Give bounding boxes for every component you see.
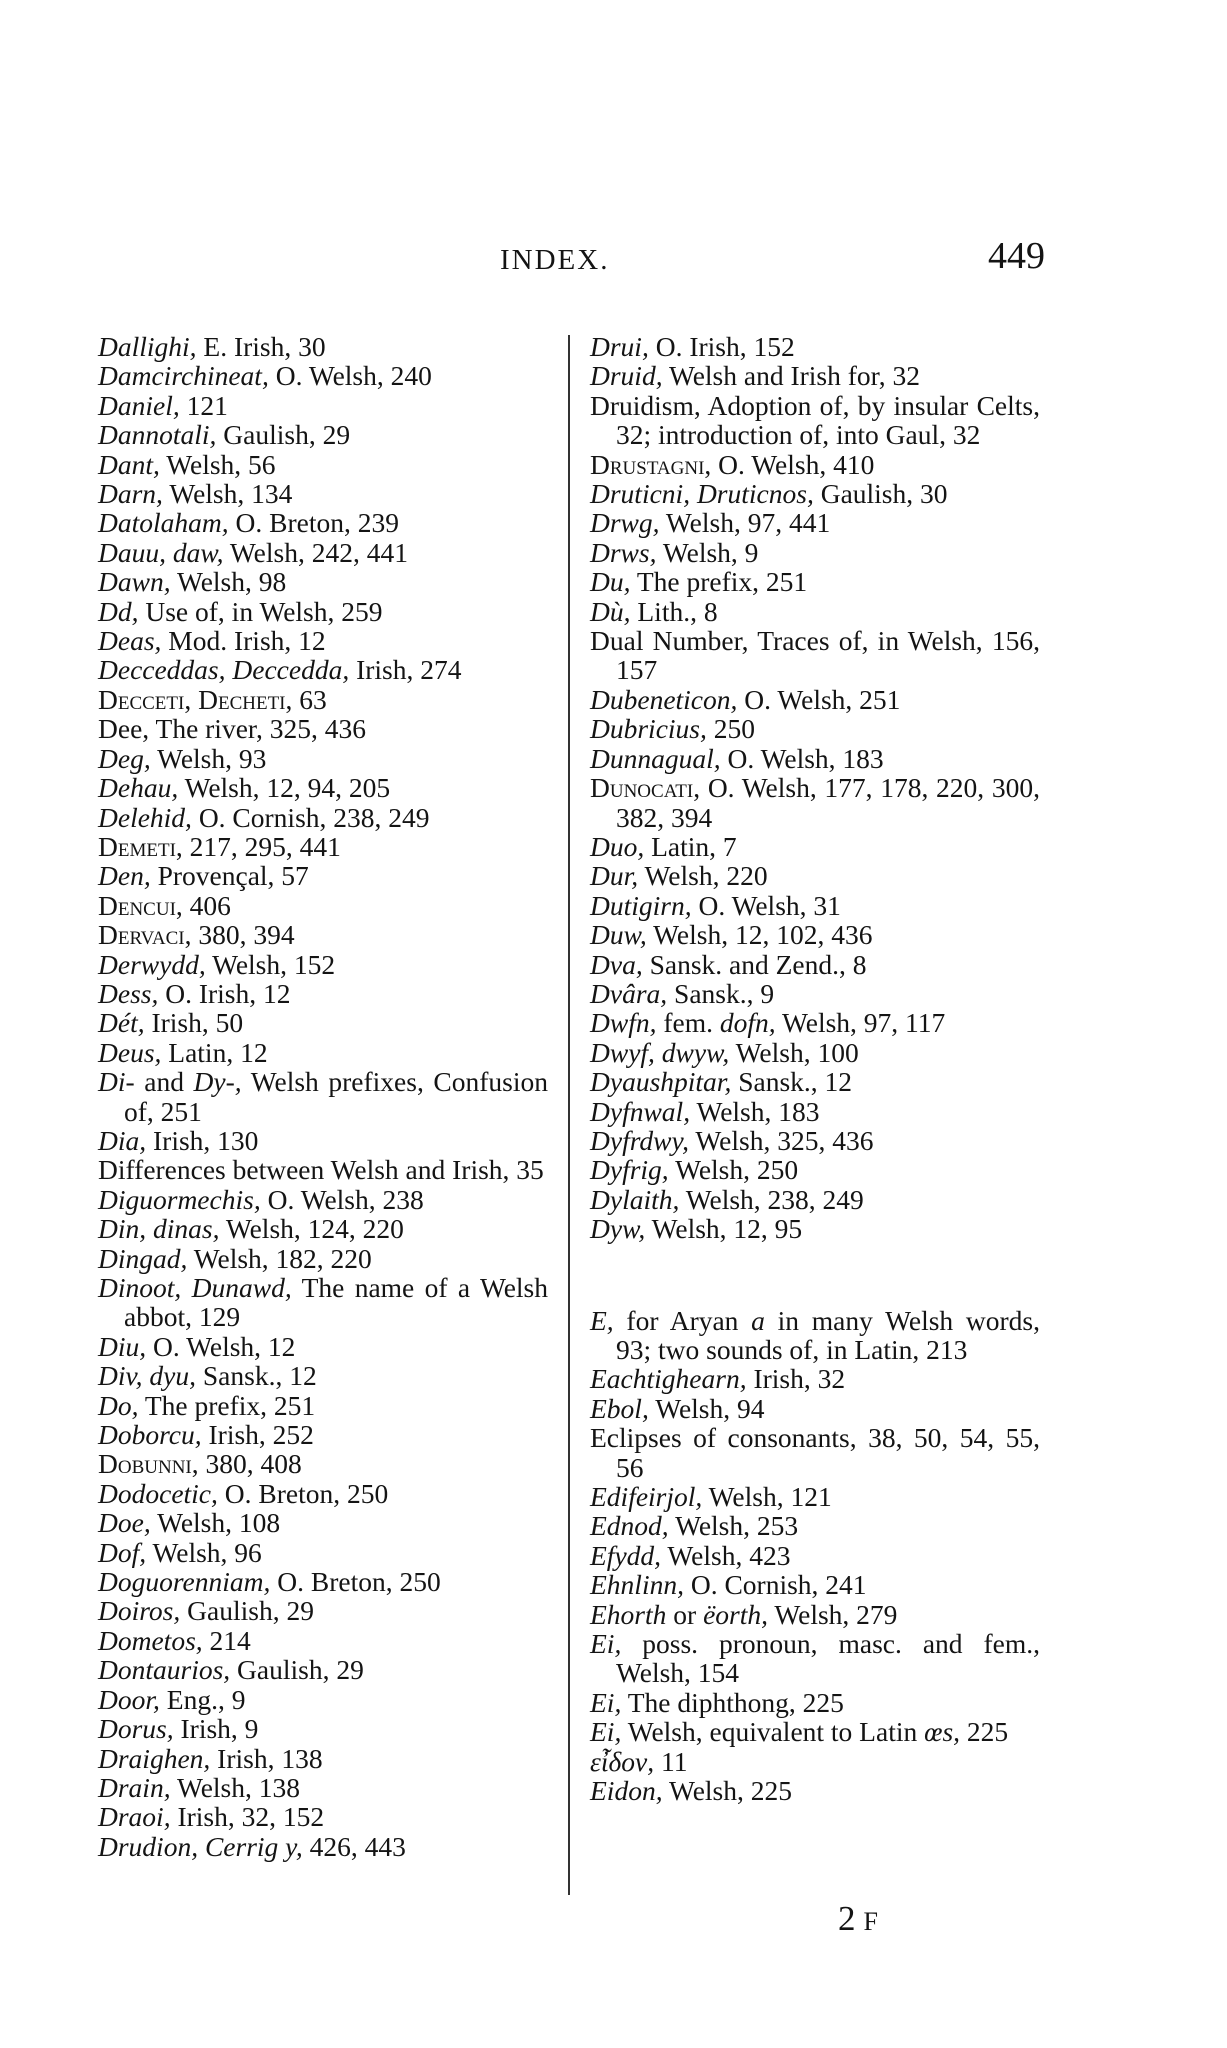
index-entry bbox=[590, 1126, 1040, 1155]
entry-headword: Dingad, bbox=[98, 1242, 188, 1274]
entry-references: Latin, 7 bbox=[644, 830, 737, 862]
entry-references: Sansk., 12 bbox=[731, 1066, 853, 1098]
index-entry bbox=[590, 361, 1040, 390]
entry-headword: Div, dyu, bbox=[98, 1360, 196, 1392]
entry-references: E. Irish, 30 bbox=[196, 331, 326, 362]
entry-references: Druidism, Adoption of, by insular Celts, 32; introduction of, into Gaul, 32 bbox=[590, 389, 1040, 451]
entry-headword-smallcaps: Drustagni, bbox=[590, 448, 712, 480]
entry-headword: Dutigirn, bbox=[590, 889, 692, 921]
entry-references: 380, 394 bbox=[191, 919, 295, 951]
entry-headword: Diu, bbox=[98, 1330, 147, 1362]
index-entry bbox=[590, 1364, 1040, 1393]
entry-references: The name of a Welsh abbot, 129 bbox=[124, 1272, 549, 1333]
entry-references: Gaulish, 29 bbox=[180, 1595, 314, 1627]
entry-headword: Di- bbox=[98, 1066, 135, 1098]
index-entry bbox=[98, 450, 548, 479]
index-entry bbox=[98, 567, 548, 596]
index-entry bbox=[98, 538, 548, 567]
entry-headword: Diguormechis, bbox=[98, 1183, 261, 1215]
entry-references: Welsh, 12, 95 bbox=[645, 1213, 803, 1245]
entry-headword: Dva, bbox=[590, 948, 643, 980]
entry-references: Sansk. and Zend., 8 bbox=[642, 948, 867, 980]
index-entry bbox=[98, 361, 548, 390]
entry-references: Welsh, 225 bbox=[662, 1775, 793, 1807]
index-entry bbox=[590, 1185, 1040, 1214]
entry-headword: Dallighi, bbox=[98, 331, 197, 362]
entry-references: Welsh and Irish for, 32 bbox=[662, 360, 920, 392]
section-gap bbox=[590, 1244, 1040, 1306]
index-entry bbox=[590, 567, 1040, 596]
index-entry bbox=[590, 920, 1040, 949]
index-entry bbox=[590, 1394, 1040, 1423]
index-entry bbox=[590, 332, 1040, 361]
entry-headword: Dinoot, Dunawd, bbox=[98, 1272, 292, 1303]
entry-references: Welsh, 12, 94, 205 bbox=[178, 772, 391, 804]
index-entry bbox=[590, 950, 1040, 979]
entry-headword: Dubeneticon, bbox=[590, 683, 738, 715]
entry-references: 217, 295, 441 bbox=[182, 830, 341, 862]
entry-references: Welsh, 96 bbox=[146, 1536, 262, 1568]
entry-headword: ëorth, bbox=[703, 1598, 768, 1630]
index-entry bbox=[590, 861, 1040, 890]
entry-headword: œs, bbox=[924, 1716, 961, 1748]
entry-headword: Drudion, Cerrig y, bbox=[98, 1830, 303, 1862]
index-entry bbox=[590, 1570, 1040, 1599]
entry-references: Welsh, 97, 441 bbox=[659, 507, 831, 539]
index-entry bbox=[98, 1008, 548, 1037]
entry-headword: Druid, bbox=[590, 360, 663, 392]
index-entry bbox=[98, 1802, 548, 1831]
entry-headword: Damcirchineat, bbox=[98, 360, 269, 392]
entry-references: Latin, 12 bbox=[161, 1036, 268, 1068]
index-entry bbox=[590, 1776, 1040, 1805]
entry-headword: Den, bbox=[98, 860, 151, 892]
entry-references: Welsh, 242, 441 bbox=[223, 536, 408, 568]
entry-headword: Ei, bbox=[590, 1686, 622, 1718]
entry-headword: Ehnlinn, bbox=[590, 1569, 684, 1601]
entry-references: O. Breton, 250 bbox=[217, 1477, 389, 1509]
entry-references: 380, 408 bbox=[198, 1448, 302, 1480]
entry-references: O. Welsh, 12 bbox=[146, 1330, 296, 1362]
entry-headword: Deas, bbox=[98, 625, 162, 657]
entry-headword: Drwg, bbox=[590, 507, 660, 539]
index-entry bbox=[590, 979, 1040, 1008]
entry-headword: Draighen, bbox=[98, 1742, 211, 1774]
entry-references: Welsh, 152 bbox=[205, 948, 336, 980]
entry-references: Irish, 32 bbox=[746, 1363, 846, 1395]
entry-references: O. Welsh, 183 bbox=[720, 742, 884, 774]
entry-headword: Dorus, bbox=[98, 1713, 174, 1745]
entry-references: Welsh, 279 bbox=[768, 1598, 898, 1630]
entry-headword: Dét, bbox=[98, 1007, 145, 1039]
index-entry bbox=[590, 1600, 1040, 1629]
entry-references: Welsh, 108 bbox=[150, 1507, 281, 1539]
entry-headword: Din, dinas, bbox=[98, 1213, 220, 1245]
index-entry bbox=[590, 1008, 1040, 1037]
entry-references: Welsh, 56 bbox=[159, 448, 276, 480]
entry-headword: Dunnagual, bbox=[590, 742, 721, 774]
index-entry bbox=[98, 508, 548, 537]
entry-headword: Efydd, bbox=[590, 1539, 662, 1571]
index-entry bbox=[590, 538, 1040, 567]
entry-headword-smallcaps: Dencui, bbox=[98, 889, 183, 921]
index-entry bbox=[98, 1332, 548, 1361]
entry-headword: a bbox=[751, 1304, 765, 1336]
entry-headword: Duo, bbox=[590, 830, 645, 862]
index-entry bbox=[590, 1511, 1040, 1540]
entry-references: 63 bbox=[292, 683, 327, 715]
index-entry bbox=[590, 1423, 1040, 1482]
entry-references: The diphthong, 225 bbox=[621, 1686, 844, 1718]
entry-headword: Eachtighearn, bbox=[590, 1363, 747, 1395]
entry-references: O. Breton, 250 bbox=[270, 1566, 441, 1598]
index-entry bbox=[98, 979, 548, 1008]
entry-references: O. Welsh, 251 bbox=[737, 683, 901, 715]
index-entry bbox=[590, 450, 1040, 479]
entry-headword: Dubricius, bbox=[590, 713, 707, 745]
index-entry bbox=[590, 1306, 1040, 1365]
index-entry bbox=[98, 1626, 548, 1655]
entry-references: Welsh, 182, 220 bbox=[187, 1242, 372, 1274]
index-entry bbox=[98, 1714, 548, 1743]
entry-references: 225 bbox=[960, 1716, 1009, 1748]
entry-headword: Deg, bbox=[98, 742, 151, 774]
entry-headword: dofn, bbox=[719, 1007, 776, 1039]
index-entry bbox=[98, 597, 548, 626]
entry-headword: Dyw, bbox=[590, 1213, 646, 1245]
index-entry bbox=[590, 1214, 1040, 1243]
entry-references: O. Irish, 12 bbox=[158, 977, 291, 1009]
entry-references: Welsh, 97, 117 bbox=[775, 1007, 946, 1039]
entry-references: 250 bbox=[706, 713, 755, 745]
index-entry bbox=[98, 1273, 548, 1332]
signature-letter: F bbox=[863, 1907, 878, 1936]
entry-headword: Ehorth bbox=[590, 1598, 667, 1630]
entry-headword: Doborcu, bbox=[98, 1419, 202, 1451]
index-entry bbox=[98, 1214, 548, 1243]
entry-references: The prefix, 251 bbox=[138, 1389, 316, 1421]
entry-references: in many Welsh words, 93; two sounds of, in Latin, 213 bbox=[616, 1304, 1040, 1365]
index-entry bbox=[590, 1747, 1040, 1776]
entry-references: Gaulish, 29 bbox=[216, 419, 351, 451]
entry-headword: Dwyf, dwyw, bbox=[590, 1036, 730, 1068]
entry-references: fem. bbox=[656, 1007, 720, 1039]
index-entry bbox=[98, 920, 548, 949]
entry-references: Welsh, equivalent to Latin bbox=[621, 1716, 925, 1748]
entry-headword: εἶδον, bbox=[590, 1745, 655, 1777]
entry-headword: Dyfrdwy, bbox=[590, 1124, 690, 1156]
index-entry bbox=[590, 1067, 1040, 1096]
entry-references: 406 bbox=[182, 889, 231, 921]
entry-headword-smallcaps: Dervaci, bbox=[98, 919, 192, 951]
index-entry bbox=[98, 685, 548, 714]
entry-references: Sansk., 9 bbox=[667, 977, 775, 1009]
entry-headword: Door, bbox=[98, 1683, 160, 1715]
entry-headword: Edifeirjol, bbox=[590, 1481, 703, 1513]
entry-references: Welsh, 253 bbox=[668, 1510, 799, 1542]
index-entry bbox=[98, 1361, 548, 1390]
entry-references: Mod. Irish, 12 bbox=[161, 625, 326, 657]
entry-references: Welsh prefixes, Confusion of, 251 bbox=[124, 1066, 548, 1127]
entry-references: Irish, 9 bbox=[173, 1713, 259, 1745]
entry-headword: Duw, bbox=[590, 919, 647, 951]
entry-references: Irish, 274 bbox=[349, 654, 462, 686]
entry-references: Gaulish, 29 bbox=[230, 1654, 364, 1686]
entry-headword: Dehau, bbox=[98, 772, 179, 804]
entry-headword: Derwydd, bbox=[98, 948, 206, 980]
entry-headword-smallcaps: Dobunni, bbox=[98, 1448, 199, 1480]
entry-headword-smallcaps: Dunocati, bbox=[590, 772, 701, 804]
index-entry bbox=[98, 1655, 548, 1684]
index-entry bbox=[590, 1629, 1040, 1688]
index-entry bbox=[98, 773, 548, 802]
entry-references: Irish, 32, 152 bbox=[170, 1801, 325, 1833]
entry-references: Welsh, 9 bbox=[656, 536, 759, 568]
index-entry bbox=[98, 1596, 548, 1625]
entry-references: and bbox=[134, 1066, 194, 1098]
entry-headword: Dia, bbox=[98, 1124, 147, 1156]
entry-headword: Dof, bbox=[98, 1536, 147, 1568]
index-entry bbox=[98, 626, 548, 655]
index-entry bbox=[98, 1420, 548, 1449]
index-entry bbox=[98, 332, 548, 361]
index-entry bbox=[590, 1038, 1040, 1067]
entry-references: Welsh, 98 bbox=[170, 566, 287, 598]
entry-headword: Delehid, bbox=[98, 801, 192, 833]
index-entry bbox=[98, 950, 548, 979]
entry-references: for Aryan bbox=[613, 1304, 752, 1336]
index-entry bbox=[98, 1038, 548, 1067]
index-entry bbox=[98, 1185, 548, 1214]
entry-headword: Draoi, bbox=[98, 1801, 171, 1833]
entry-headword: Dant, bbox=[98, 448, 160, 480]
index-entry bbox=[98, 1244, 548, 1273]
index-entry bbox=[590, 1155, 1040, 1184]
entry-headword-smallcaps: Decceti, Decheti, bbox=[98, 683, 293, 715]
entry-references: or bbox=[666, 1598, 704, 1630]
entry-references: Welsh, 138 bbox=[170, 1771, 301, 1803]
entry-headword: Dauu, daw, bbox=[98, 536, 224, 568]
index-column-right bbox=[590, 332, 1040, 1806]
entry-headword: Drain, bbox=[98, 1771, 171, 1803]
entry-references: Gaulish, 30 bbox=[813, 478, 948, 510]
index-entry bbox=[98, 1067, 548, 1126]
entry-headword: Dyfnwal, bbox=[590, 1095, 691, 1127]
entry-headword: Eidon, bbox=[590, 1775, 663, 1807]
index-entry bbox=[98, 1126, 548, 1155]
entry-references: Irish, 138 bbox=[210, 1742, 323, 1774]
entry-headword: Dawn, bbox=[98, 566, 171, 598]
index-entry bbox=[98, 479, 548, 508]
entry-headword: Daniel, bbox=[98, 389, 180, 421]
entry-headword: Dyfrig, bbox=[590, 1154, 669, 1186]
entry-headword: Doguorenniam, bbox=[98, 1566, 271, 1598]
entry-references: Provençal, 57 bbox=[150, 860, 309, 892]
entry-references: O. Cornish, 238, 249 bbox=[191, 801, 430, 833]
index-entry bbox=[590, 1482, 1040, 1511]
entry-references: O. Welsh, 240 bbox=[268, 360, 432, 392]
index-entry bbox=[590, 773, 1040, 832]
index-entry bbox=[590, 832, 1040, 861]
entry-references: Welsh, 250 bbox=[668, 1154, 799, 1186]
entry-headword-smallcaps: Demeti, bbox=[98, 830, 183, 862]
entry-references: O. Welsh, 238 bbox=[260, 1183, 424, 1215]
entry-references: Use of, in Welsh, 259 bbox=[138, 595, 383, 627]
entry-references: Welsh, 423 bbox=[661, 1539, 791, 1571]
entry-references: 214 bbox=[202, 1624, 251, 1656]
entry-references: Welsh, 220 bbox=[638, 860, 768, 892]
entry-references: Welsh, 183 bbox=[690, 1095, 820, 1127]
entry-headword: Doiros, bbox=[98, 1595, 181, 1627]
index-entry bbox=[98, 714, 548, 743]
index-entry bbox=[98, 1449, 548, 1478]
entry-references: Eng., 9 bbox=[159, 1683, 246, 1715]
entry-references: 11 bbox=[654, 1745, 688, 1777]
index-entry bbox=[98, 391, 548, 420]
entry-references: 426, 443 bbox=[302, 1830, 406, 1862]
entry-references: Differences between Welsh and Irish, 35 bbox=[98, 1154, 544, 1186]
entry-headword: Do, bbox=[98, 1389, 139, 1421]
entry-references: Sansk., 12 bbox=[196, 1360, 317, 1392]
entry-references: O. Welsh, 177, 178, 220, 300, 382, 394 bbox=[616, 772, 1040, 833]
index-entry bbox=[98, 1391, 548, 1420]
index-entry bbox=[590, 626, 1040, 685]
entry-references: Welsh, 93 bbox=[150, 742, 267, 774]
entry-references: poss. pronoun, masc. and fem., Welsh, 154 bbox=[616, 1628, 1040, 1689]
entry-headword: Dur, bbox=[590, 860, 639, 892]
index-entry bbox=[590, 508, 1040, 537]
entry-headword: Ei, bbox=[590, 1716, 622, 1748]
entry-headword: Dannotali, bbox=[98, 419, 217, 451]
column-divider bbox=[568, 335, 570, 1895]
entry-references: Welsh, 134 bbox=[162, 478, 293, 510]
index-entry bbox=[98, 1538, 548, 1567]
index-entry bbox=[98, 861, 548, 890]
entry-references: Dee, The river, 325, 436 bbox=[98, 713, 366, 745]
entry-headword: Dy-, bbox=[193, 1066, 242, 1098]
index-entry bbox=[590, 1688, 1040, 1717]
index-entry bbox=[98, 1773, 548, 1802]
entry-references: 121 bbox=[179, 389, 228, 421]
printer-signature bbox=[838, 1899, 878, 1939]
entry-references: Welsh, 238, 249 bbox=[679, 1183, 864, 1215]
entry-headword: Du, bbox=[590, 566, 631, 598]
signature-number: 2 bbox=[838, 1899, 856, 1938]
entry-references: O. Breton, 239 bbox=[228, 507, 399, 539]
entry-headword: Darn, bbox=[98, 478, 163, 510]
running-head: INDEX. bbox=[500, 244, 610, 276]
index-entry bbox=[98, 1744, 548, 1773]
index-entry bbox=[98, 803, 548, 832]
entry-references: Welsh, 124, 220 bbox=[219, 1213, 404, 1245]
entry-references: O. Irish, 152 bbox=[648, 331, 795, 362]
index-entry bbox=[98, 1567, 548, 1596]
entry-headword: Dontaurios, bbox=[98, 1654, 231, 1686]
index-entry bbox=[590, 1541, 1040, 1570]
entry-headword: Dù, bbox=[590, 595, 631, 627]
entry-references: Welsh, 12, 102, 436 bbox=[646, 919, 873, 951]
entry-headword: Dylaith, bbox=[590, 1183, 680, 1215]
entry-references: Irish, 252 bbox=[201, 1419, 314, 1451]
index-entry bbox=[590, 891, 1040, 920]
index-entry bbox=[98, 1508, 548, 1537]
entry-headword: Dvâra, bbox=[590, 977, 668, 1009]
entry-references: Eclipses of consonants, 38, 50, 54, 55, 56 bbox=[590, 1422, 1040, 1483]
entry-headword: Dwfn, bbox=[590, 1007, 657, 1039]
entry-headword: Datolaham, bbox=[98, 507, 229, 539]
index-entry bbox=[98, 420, 548, 449]
entry-headword: Decceddas, Deccedda, bbox=[98, 654, 350, 686]
index-entry bbox=[98, 832, 548, 861]
entry-headword: Dometos, bbox=[98, 1624, 203, 1656]
entry-references: Dual Number, Traces of, in Welsh, 156, 157 bbox=[590, 625, 1040, 686]
index-entry bbox=[98, 655, 548, 684]
entry-references: Welsh, 100 bbox=[729, 1036, 859, 1068]
entry-headword: Drws, bbox=[590, 536, 657, 568]
entry-headword: E, bbox=[590, 1304, 614, 1336]
index-entry bbox=[98, 1155, 548, 1184]
index-entry bbox=[98, 1479, 548, 1508]
entry-references: The prefix, 251 bbox=[630, 566, 808, 598]
entry-headword: Ednod, bbox=[590, 1510, 669, 1542]
entry-references: O. Cornish, 241 bbox=[683, 1569, 867, 1601]
entry-references: Irish, 50 bbox=[144, 1007, 244, 1039]
entry-headword: Ei, bbox=[590, 1628, 622, 1660]
index-entry bbox=[590, 685, 1040, 714]
entry-references: O. Welsh, 31 bbox=[691, 889, 841, 921]
entry-references: Welsh, 94 bbox=[648, 1392, 765, 1424]
index-entry bbox=[590, 1097, 1040, 1126]
entry-headword: Dyaushpitar, bbox=[590, 1066, 732, 1098]
entry-references: Irish, 130 bbox=[146, 1124, 259, 1156]
entry-headword: Drui, bbox=[590, 331, 649, 362]
entry-references: O. Welsh, 410 bbox=[711, 448, 875, 480]
entry-headword: Ebol, bbox=[590, 1392, 649, 1424]
entry-references: Lith., 8 bbox=[630, 595, 718, 627]
entry-headword: Dess, bbox=[98, 977, 159, 1009]
entry-headword: Doe, bbox=[98, 1507, 151, 1539]
index-entry bbox=[590, 479, 1040, 508]
index-entry bbox=[98, 1832, 548, 1861]
index-entry bbox=[98, 891, 548, 920]
index-entry bbox=[98, 744, 548, 773]
index-entry bbox=[590, 714, 1040, 743]
entry-headword: Druticni, Druticnos, bbox=[590, 478, 814, 510]
index-entry bbox=[590, 744, 1040, 773]
index-entry bbox=[590, 391, 1040, 450]
entry-headword: Dodocetic, bbox=[98, 1477, 218, 1509]
entry-references: Welsh, 325, 436 bbox=[689, 1124, 874, 1156]
entry-headword: Deus, bbox=[98, 1036, 162, 1068]
index-entry bbox=[590, 597, 1040, 626]
index-entry bbox=[590, 1717, 1040, 1746]
index-entry bbox=[98, 1685, 548, 1714]
entry-references: Welsh, 121 bbox=[702, 1481, 832, 1513]
page-number: 449 bbox=[988, 235, 1045, 277]
index-column-left bbox=[98, 332, 548, 1861]
entry-headword: Dd, bbox=[98, 595, 139, 627]
